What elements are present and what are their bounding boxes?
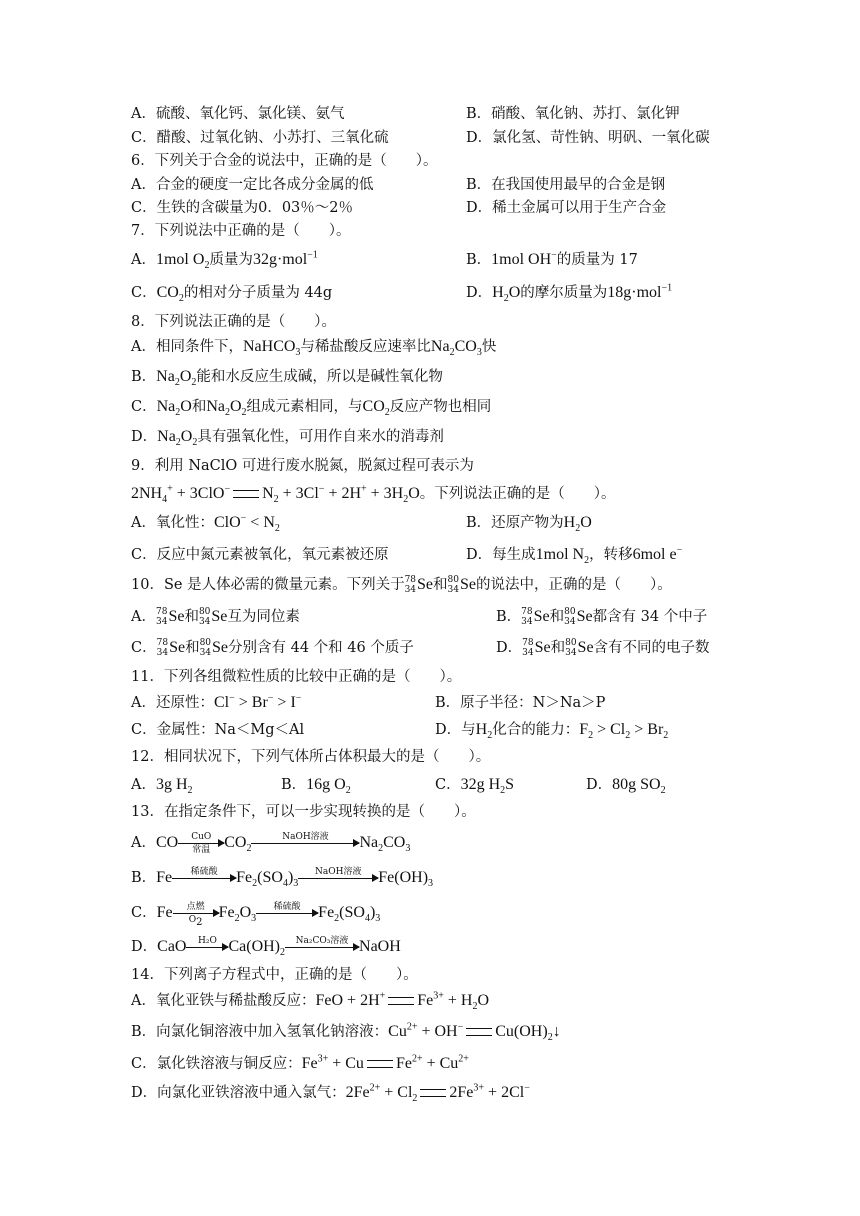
q8-option-c: C．$Na_2O$和$Na_2O_2$组成元素相同，与$CO_2$反应产物也相同 <box>131 398 492 419</box>
q10-option-c: C． 78 34 Se和 80 34 Se分别含有 44 个和 46 个质子 <box>131 638 414 658</box>
q13-option-d: D．CaO H₂O $Ca(OH)_2$ Na₂CO₃溶液 NaOH <box>131 935 401 959</box>
q7-stem: 7．下列说法中正确的是（ ）。 <box>131 223 351 239</box>
q10-option-d: D． 78 34 Se和 80 34 Se含有不同的电子数 <box>496 638 710 658</box>
q12-option-c: C．32g $H_2S$ <box>435 776 515 797</box>
q12-stem: 12．相同状况下，下列气体所占体积最大的是（ ）。 <box>131 749 491 765</box>
q10-stem: 10．Se 是人体必需的微量元素。下列关于 78 34 Se和 80 34 Se的说法中，正确的是（ ）。 <box>131 575 672 595</box>
q5-option-d: D．氯化氢、苛性钠、明矾、一氧化碳 <box>466 130 710 146</box>
q12-option-b: B．16g $O_2$ <box>281 776 351 797</box>
q11-option-a: A．还原性：Cl− > Br− > I− <box>131 692 302 711</box>
q9-equation: $2NH_4^+ + 3ClO^-$ $N_2 + 3Cl^- + 2H^+ + 3H_2O$。下列说法正确的是（ ）。 <box>131 483 616 506</box>
q13-option-a: A．CO CuO 常温 $CO_2$ NaOH溶液 $Na_2CO_3$ <box>131 831 411 855</box>
q11-stem: 11．下列各组微粒性质的比较中正确的是（ ）。 <box>131 669 462 685</box>
q9-option-b: B．还原产物为$H_2O$ <box>466 514 592 535</box>
q10-option-a: A． 78 34 Se和 80 34 Se互为同位素 <box>131 607 300 627</box>
q7-option-c: C．$CO_2$的相对分子质量为 44g <box>131 284 333 305</box>
q5-option-a: A．硫酸、氧化钙、氯化镁、氨气 <box>131 106 345 122</box>
q8-option-d: D．$Na_2O_2$具有强氧化性，可用作自来水的消毒剂 <box>131 428 444 449</box>
q12-option-d: D．80g $SO_2$ <box>586 776 666 797</box>
q5-option-b: B．硝酸、氧化钠、苏打、氯化钾 <box>466 106 680 122</box>
q7-option-a: A．1mol $O_2$质量为32g·mol$^{-1}$ <box>131 249 318 272</box>
q8-option-b: B．$Na_2O_2$能和水反应生成碱，所以是碱性氧化物 <box>131 368 443 389</box>
q9-option-d: D．每生成1mol $N_2$，转移6mol e− <box>466 544 683 567</box>
q13-stem: 13．在指定条件下，可以一步实现转换的是（ ）。 <box>131 804 476 820</box>
q14-option-b: B．向氯化铜溶液中加入氢氧化钠溶液：$Cu^{2+} + OH^-$ $Cu(OH)_2↓$ <box>131 1021 561 1044</box>
q14-option-a: A．氧化亚铁与稀盐酸反应：FeO + 2H+ $Fe^{3+} + H_2O$ <box>131 990 490 1013</box>
q7-option-d: D．$H_2O$的摩尔质量为18g·mol$^{-1}$ <box>466 282 673 305</box>
q9-option-c: C．反应中氮元素被氧化，氧元素被还原 <box>131 547 389 563</box>
q9-option-a: A．氧化性：$ClO^- < N_2$ <box>131 512 280 535</box>
q7-option-b: B．1mol OH−的质量为 17 <box>466 249 638 268</box>
q6-stem: 6．下列关于合金的说法中，正确的是（ ）。 <box>131 153 438 169</box>
q14-stem: 14．下列离子方程式中，正确的是（ ）。 <box>131 967 418 983</box>
q6-option-a: A．合金的硬度一定比各成分金属的低 <box>131 177 374 193</box>
q14-option-d: D．向氯化亚铁溶液中通入氯气：$2Fe^{2+} + Cl_2$ $2Fe^{3+} + 2Cl^-$ <box>131 1082 530 1105</box>
q11-option-c: C．金属性：Na＜Mg＜Al <box>131 722 305 738</box>
q6-option-c: C．生铁的含碳量为0．03％～2％ <box>131 200 353 216</box>
q11-option-b: B．原子半径：N＞Na＞P <box>435 695 606 711</box>
q5-option-c: C．醋酸、过氧化钠、小苏打、三氧化硫 <box>131 130 389 146</box>
q13-option-c: C．Fe 点燃 $O_2$ $Fe_2O_3$ 稀硫酸 $Fe_2(SO_4)_3$ <box>131 901 381 928</box>
q8-option-a: A．相同条件下，NaHCO$_3$与稀盐酸反应速率比$Na_2CO_3$快 <box>131 338 497 359</box>
q13-option-b: B．Fe 稀硫酸 $Fe_2(SO_4)_3$ NaOH溶液 $Fe(OH)_3$ <box>131 866 434 890</box>
q11-option-d: D．与$H_2$化合的能力：$F_2 > Cl_2 > Br_2$ <box>435 721 669 742</box>
q6-option-b: B．在我国使用最早的合金是钢 <box>466 177 666 193</box>
q12-option-a: A．3g $H_2$ <box>131 776 193 797</box>
q14-option-c: C．氯化铁溶液与铜反应：$Fe^{3+} + Cu$ $Fe^{2+} + Cu^{2+}$ <box>131 1053 469 1072</box>
q10-option-b: B． 78 34 Se和 80 34 Se都含有 34 个中子 <box>496 607 708 627</box>
q8-stem: 8．下列说法正确的是（ ）。 <box>131 314 336 330</box>
q6-option-d: D．稀土金属可以用于生产合金 <box>466 200 667 216</box>
q9-stem: 9．利用 NaClO 可进行废水脱氮，脱氮过程可表示为 <box>131 458 474 474</box>
